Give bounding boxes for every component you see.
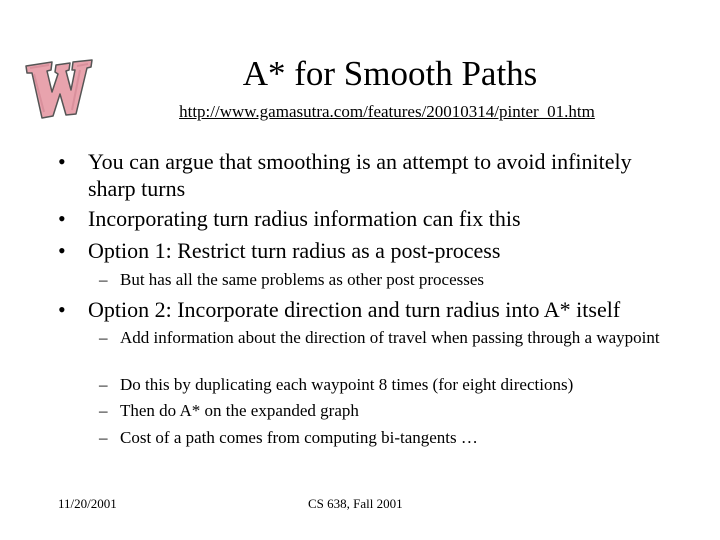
bullet-item	[58, 205, 678, 232]
bullet-mark: •	[58, 149, 66, 174]
footer-course: CS 638, Fall 2001	[308, 496, 403, 511]
sub-bullet-mark: –	[99, 328, 108, 347]
bullet-item	[58, 296, 678, 323]
sub-bullet-mark: –	[99, 375, 108, 394]
bullet-mark: •	[58, 297, 66, 322]
sub-bullet-text: But has all the same problems as other post processes	[120, 270, 485, 289]
slide-title: A* for Smooth Paths	[242, 54, 538, 93]
sub-bullet-mark: –	[99, 428, 108, 447]
sub-bullet-item	[99, 400, 679, 421]
sub-bullet-item	[99, 427, 679, 448]
bullet-mark: •	[58, 206, 66, 231]
bullet-text: You can argue that smoothing is an attempt to avoid infinitely sharp turns	[88, 149, 632, 201]
sub-bullet-text: Add information about the direction of travel when passing through a waypoint	[120, 328, 660, 347]
source-link[interactable]: http://www.gamasutra.com/features/20010314/pinter_01.htm	[179, 102, 595, 121]
sub-bullet-item	[99, 269, 679, 290]
sub-bullet-text: Then do A* on the expanded graph	[120, 401, 359, 420]
sub-bullet-text: Do this by duplicating each waypoint 8 times (for eight directions)	[120, 375, 574, 394]
bullet-item	[58, 148, 678, 202]
bullet-text: Option 1: Restrict turn radius as a post-process	[88, 238, 501, 263]
bullet-text: Incorporating turn radius information can fix this	[88, 206, 521, 231]
sub-bullet-mark: –	[99, 270, 108, 289]
sub-bullet-item	[99, 374, 679, 395]
sub-bullet-mark: –	[99, 401, 108, 420]
bullet-text: Option 2: Incorporate direction and turn radius into A* itself	[88, 297, 621, 322]
bullet-item	[58, 237, 678, 264]
sub-bullet-text: Cost of a path comes from computing bi-tangents …	[120, 428, 478, 447]
sub-bullet-item	[99, 327, 679, 348]
footer-date: 11/20/2001	[58, 496, 117, 511]
bullet-mark: •	[58, 238, 66, 263]
